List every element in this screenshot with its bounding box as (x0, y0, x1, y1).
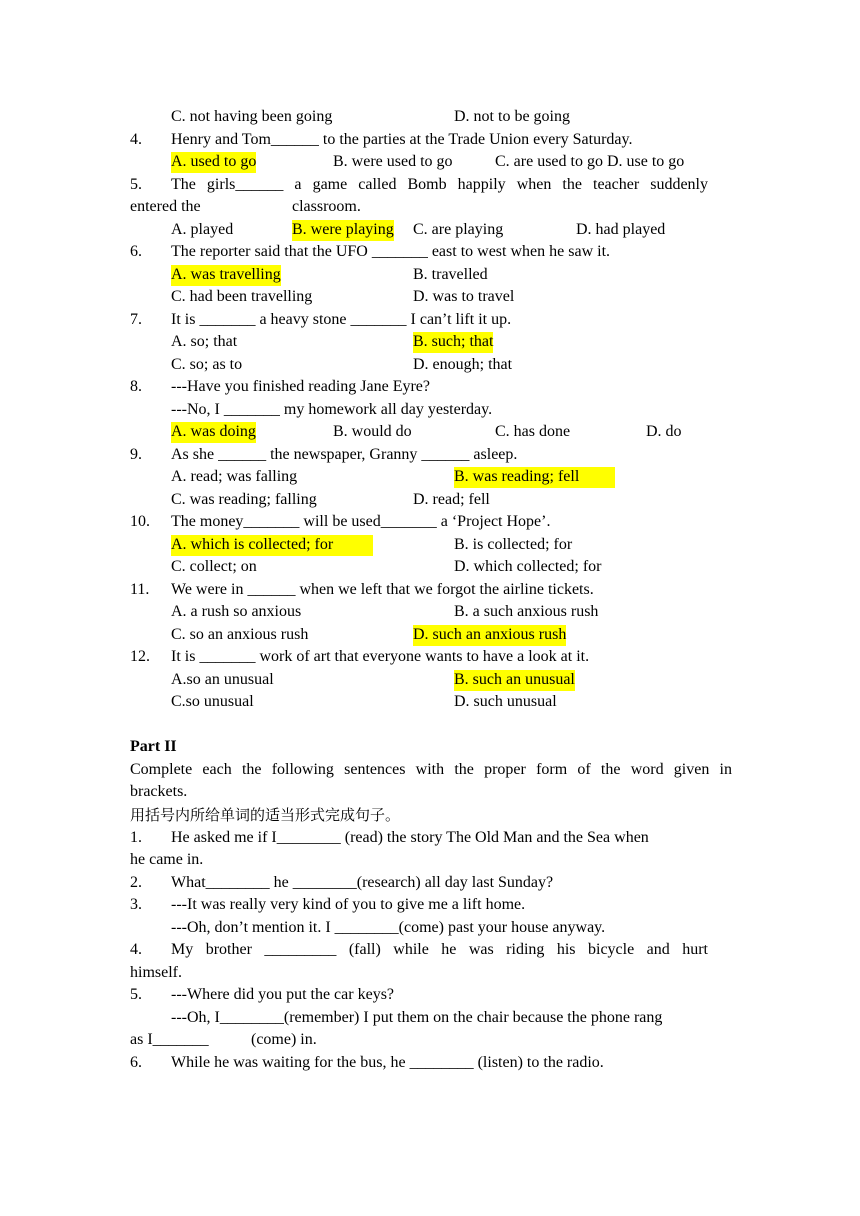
q6-option-b: B. travelled (413, 266, 488, 283)
q11-option-d-answer: D. such an anxious rush (413, 625, 566, 646)
q7-option-c: C. so; as to (171, 356, 243, 373)
s4-number: 4. (130, 941, 142, 958)
q8-line2: ---No, I _______ my homework all day yesterday. (171, 401, 493, 418)
q8-option-a-answer: A. was doing (171, 422, 256, 443)
s1-number: 1. (130, 829, 142, 846)
q5-stem-line2b: classroom. (292, 198, 361, 215)
s1-line1: He asked me if I________ (read) the story The Old Man and the Sea when (171, 829, 649, 846)
q4-option-a-answer: A. used to go (171, 152, 256, 173)
q8-option-c: C. has done (495, 423, 571, 440)
s5-line2: ---Oh, I________(remember) I put them on the chair because the phone rang (171, 1009, 663, 1026)
q9-stem: As she ______ the newspaper, Granny ______ asleep. (171, 446, 518, 463)
q4-number: 4. (130, 131, 142, 148)
s5-number: 5. (130, 986, 142, 1003)
s3-line1: ---It was really very kind of you to give me a lift home. (171, 896, 526, 913)
q3-option-c: C. not having been going (171, 108, 333, 125)
q5-option-a: A. played (171, 221, 234, 238)
q7-number: 7. (130, 311, 142, 328)
q5-option-d: D. had played (576, 221, 666, 238)
q10-option-c: C. collect; on (171, 558, 257, 575)
s2-line1: What________ he ________(research) all day last Sunday? (171, 874, 554, 891)
q5-option-c: C. are playing (413, 221, 504, 238)
q9-option-d: D. read; fell (413, 491, 490, 508)
part2-instruction-line2: brackets. (130, 783, 188, 800)
s6-line1: While he was waiting for the bus, he ________ (listen) to the radio. (171, 1054, 604, 1071)
q6-option-c: C. had been travelling (171, 288, 313, 305)
q11-option-a: A. a rush so anxious (171, 603, 302, 620)
q12-option-c: C.so unusual (171, 693, 254, 710)
q11-option-b: B. a such anxious rush (454, 603, 599, 620)
s1-line2: he came in. (130, 851, 204, 868)
part2-instruction-line1: Complete each the following sentences with the proper form of the word given in (130, 761, 732, 778)
s4-line1: My brother _________ (fall) while he was riding his bicycle and hurt (171, 941, 708, 958)
q5-stem-line1: The girls______ a game called Bomb happily when the teacher suddenly (171, 176, 708, 193)
s3-line2: ---Oh, don’t mention it. I ________(come) past your house anyway. (171, 919, 606, 936)
q8-option-b: B. would do (333, 423, 412, 440)
q8-number: 8. (130, 378, 142, 395)
q6-number: 6. (130, 243, 142, 260)
s6-number: 6. (130, 1054, 142, 1071)
q9-number: 9. (130, 446, 142, 463)
q6-stem: The reporter said that the UFO _______ east to west when he saw it. (171, 243, 611, 260)
part2-title: Part II (130, 738, 177, 755)
q10-option-b: B. is collected; for (454, 536, 573, 553)
q5-option-b-answer: B. were playing (292, 220, 394, 241)
q5-number: 5. (130, 176, 142, 193)
q10-option-a-answer: A. which is collected; for (171, 535, 373, 556)
q5-stem-line2a: entered the (130, 198, 201, 215)
part2-instruction-chinese: 用括号内所给单词的适当形式完成句子。 (130, 806, 401, 824)
s2-number: 2. (130, 874, 142, 891)
q10-number: 10. (130, 513, 150, 530)
q6-option-d: D. was to travel (413, 288, 515, 305)
s4-line2: himself. (130, 964, 182, 981)
q10-option-d: D. which collected; for (454, 558, 602, 575)
q4-stem: Henry and Tom______ to the parties at the Trade Union every Saturday. (171, 131, 633, 148)
q11-stem: We were in ______ when we left that we forgot the airline tickets. (171, 581, 594, 598)
s5-line1: ---Where did you put the car keys? (171, 986, 395, 1003)
q9-option-b-answer: B. was reading; fell (454, 467, 615, 488)
q9-option-a: A. read; was falling (171, 468, 298, 485)
q12-option-d: D. such unusual (454, 693, 557, 710)
s5-line3a: as I_______ (130, 1031, 209, 1048)
q7-option-a: A. so; that (171, 333, 238, 350)
s5-line3b: (come) in. (251, 1031, 317, 1048)
q7-option-b-answer: B. such; that (413, 332, 493, 353)
q12-option-b-answer: B. such an unusual (454, 670, 575, 691)
q4-option-b: B. were used to go (333, 153, 453, 170)
s3-number: 3. (130, 896, 142, 913)
q4-option-cd: C. are used to go D. use to go (495, 153, 685, 170)
q10-stem: The money_______ will be used_______ a ‘Project Hope’. (171, 513, 551, 530)
q6-option-a-answer: A. was travelling (171, 265, 281, 286)
q12-option-a: A.so an unusual (171, 671, 274, 688)
q9-option-c: C. was reading; falling (171, 491, 317, 508)
q11-number: 11. (130, 581, 150, 598)
q11-option-c: C. so an anxious rush (171, 626, 309, 643)
q12-stem: It is _______ work of art that everyone wants to have a look at it. (171, 648, 590, 665)
q3-option-d: D. not to be going (454, 108, 570, 125)
q12-number: 12. (130, 648, 150, 665)
q8-option-d: D. do (646, 423, 682, 440)
q7-option-d: D. enough; that (413, 356, 513, 373)
q8-line1: ---Have you finished reading Jane Eyre? (171, 378, 430, 395)
q7-stem: It is _______ a heavy stone _______ I can’t lift it up. (171, 311, 512, 328)
